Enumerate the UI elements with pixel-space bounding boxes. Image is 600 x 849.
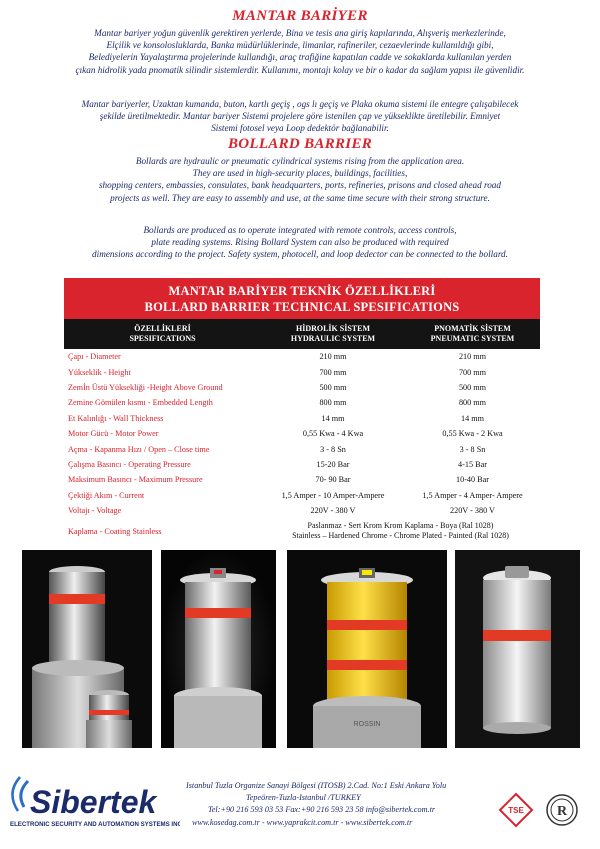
header-specifications [64,319,261,349]
row-label: Zemİn Üstü Yüksekliği -Height Above Ground [68,382,223,392]
tse-mark-icon [500,794,532,826]
row-label: Çapı - Diameter [68,352,121,362]
signal-arc-icon [12,777,20,811]
text-line: Bollards are hydraulic or pneumatic cylindrical systems rising from the application area. [135,156,465,166]
row-hydraulic-value: 700 mm [319,367,347,377]
bollard-photo-4 [455,550,580,748]
text-line: şekilde üretilmektedir. Mantar bariyer Sistemi projelere göre istenilen çap ve yükseklikte üretilebilir. Emniyet [99,111,501,122]
bollard-photo-1 [22,550,152,748]
row-hydraulic-value: 220V - 380 V [310,506,356,516]
row-label: Çektiği Akım - Current [68,490,145,500]
spec-table-title [64,278,540,319]
row-pneumatic-value: 3 - 8 Sn [459,444,486,454]
spec-column-headers [64,319,540,349]
en-title: BOLLARD BARRIER [227,136,373,152]
table-row [64,503,540,518]
spec-table-body [64,349,540,518]
table-row [64,472,540,487]
row-pneumatic-value: 210 mm [458,352,487,362]
coating-line: Paslanmaz - Sert Krom Krom Kaplama - Boya (Ral 1028) [307,521,494,531]
row-label: Açma - Kapanma Hızı / Open – Close time [68,444,210,454]
row-pneumatic-value: 220V - 380 V [450,506,495,516]
en-paragraph-2 [14,224,586,261]
row-pneumatic-value: 800 mm [458,398,487,408]
text-line: Mantar bariyerler, Uzaktan kumanda, buton, kartlı geçiş , ogs lı geçiş ve Plaka okuma sistemi ile entegre çalışabilecek [81,99,519,109]
text-line: Belediyelerin Yayalaştırma projelerinde kullandığı, araç trafiğine kapatılan cadde ve sokaklarda kullanılan yerden [88,52,512,63]
coating-value [261,521,540,541]
row-hydraulic-value: 0,55 Kwa - 4 Kwa [302,429,364,439]
table-row-coating [64,518,540,544]
text-line: Elçilik ve konsolosluklarda, Banka müdürlüklerinde, limanlar, rafineriler, cezaevlerinde kullanıldığı gibi, [106,40,494,51]
row-hydraulic-value: 3 - 8 Sn [320,444,346,454]
table-row [64,380,540,395]
row-hydraulic-value: 14 mm [321,413,345,423]
bollard-photo-3 [287,550,447,748]
row-label: Çalışma Basıncı - Operating Pressure [68,459,191,469]
row-pneumatic-value: 0,55 Kwa - 2 Kwa [442,429,503,439]
row-pneumatic-value: 14 mm [461,413,484,423]
address-line: Istanbul Tuzla Organize Sanayi Bölgesi (ITOSB) 2.Cad. No:1 Eski Ankara Yolu [186,781,447,790]
text-line: Bollards are produced as to operate integrated with remote controls, access controls, [143,225,457,235]
row-hydraulic-value: 15-20 Bar [316,459,350,469]
text-line: They are used in high-security places, buildings, facilities, [192,168,408,179]
row-hydraulic-value: 210 mm [319,352,347,362]
row-hydraulic-value: 500 mm [319,382,347,392]
bollard-base-label: ROSSIN [353,721,381,728]
row-pneumatic-value: 700 mm [458,367,487,377]
row-hydraulic-value: 800 mm [319,398,347,408]
bollard-photo-2 [161,550,276,748]
contact-line: Tel:+90 216 593 03 53 Fax:+90 216 593 23 58 info@sibertek.com.tr [208,805,436,815]
row-label: Zemine Gömülen kısmı - Embedded Length [68,398,213,408]
tr-paragraph-1 [14,27,586,76]
header-pneumatic [405,319,540,349]
spec-title-en: BOLLARD BARRIER TECHNICAL SPESIFICATIONS [144,300,460,314]
row-label: Kaplama - Coating Stainless [68,526,162,536]
table-row [64,364,540,379]
header-line: ÖZELLİKLERİ [134,324,191,333]
text-line: Mantar bariyer yoğun güvenlik gerektiren yerlerde, Bina ve tesis ana giriş kapılarında, Alışveriş merkezlerinde, [94,28,506,38]
text-line: projects as well. They are easy to assembly and use, at the same time secure with their strong structure. [110,192,490,203]
table-row [64,349,540,364]
text-line: çıkan hidrolik yada pnomatik silindir sistemlerdir. Kullanımı, montajı kolay ve bir o kadar da sağlam yapısı ile güvenlidir. [75,64,525,75]
text-line: dimensions according to the project. Safety system, photocell, and loop dedector can be connected to the bollard. [92,249,508,260]
signal-arc-icon [21,781,28,807]
brand-name: Sibertek [30,784,157,820]
r-label: R [556,804,568,819]
header-hydraulic [261,319,405,349]
row-label: Voltajı - Voltage [68,506,122,516]
header-line: PNOMATİK SİSTEM [434,324,511,333]
text-line: plate reading systems. Rising Bollard System can also be produced with required [151,237,449,248]
table-row [64,457,540,472]
row-pneumatic-value: 1,5 Amper - 4 Amper- Ampere [422,490,523,500]
row-label: Motor Gücü - Motor Power [68,429,159,439]
row-label: Yükseklik - Height [68,367,131,377]
header-line: SPESIFICATIONS [129,334,196,343]
en-paragraph-1 [14,155,586,204]
row-pneumatic-value: 500 mm [458,382,487,392]
sibertek-logo [10,773,180,833]
header-line: HİDROLİK SİSTEM [295,324,371,333]
spec-title-tr: MANTAR BARİYER TEKNİK ÖZELLİKLERİ [168,284,436,298]
table-row [64,441,540,456]
address-line: Tepeören-Tuzla-Istanbul /TURKEY [246,793,361,803]
text-line: Sistemi fotosel veya Loop dedektör bağlanabilir. [211,123,389,134]
text-line: shopping centers, embassies, consulates, bank headquarters, ports, refineries, prisons and closed ahead road [98,180,501,191]
brand-tagline: ELECTRONIC SECURITY AND AUTOMATION SYSTEMS INC. [10,821,180,828]
row-hydraulic-value: 70- 90 Bar [315,475,351,485]
tse-label: TSE [508,806,524,815]
header-line: HYDRAULIC SYSTEM [290,334,376,343]
company-address [186,780,486,829]
table-row [64,426,540,441]
table-row [64,395,540,410]
row-hydraulic-value: 1,5 Amper - 10 Amper-Ampere [281,490,385,500]
registered-mark-icon [547,795,577,825]
row-label: Maksimum Basıncı - Maximum Pressure [68,475,203,485]
table-row [64,488,540,503]
table-row [64,411,540,426]
coating-line: Stainless – Hardened Chrome - Chrome Plated - Painted (Ral 1028) [292,531,509,541]
row-pneumatic-value: 4-15 Bar [458,459,487,469]
tr-paragraph-2 [14,98,586,135]
header-line: PNEUMATIC SYSTEM [430,334,515,343]
websites-line: www.kosedag.com.tr - www.yaprakcit.com.tr - www.sibertek.com.tr [192,817,413,827]
tr-title: MANTAR BARİYER [232,8,368,24]
row-label: Et Kalınlığı - Wall Thickness [68,413,164,423]
row-pneumatic-value: 10-40 Bar [456,475,489,485]
certification-marks [494,790,594,830]
spec-table [64,278,540,544]
